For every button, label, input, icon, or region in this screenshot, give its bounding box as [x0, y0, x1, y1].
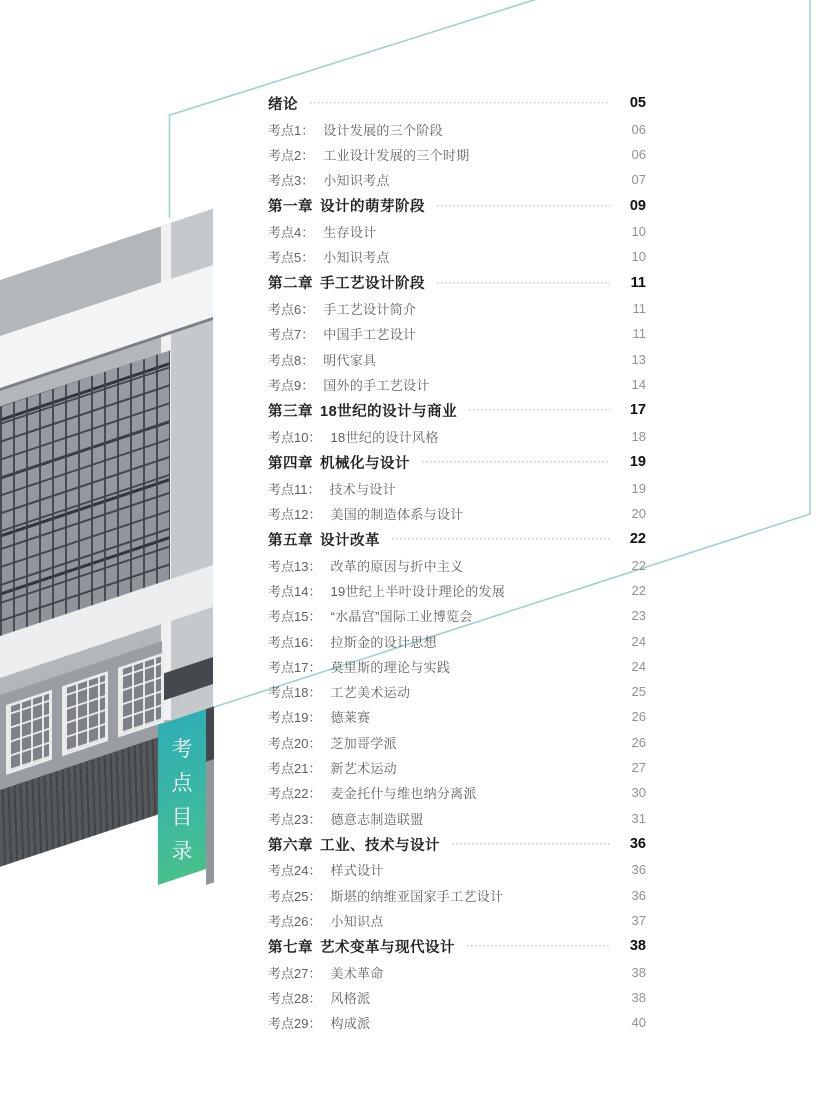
toc-entry-title: 美术革命 — [330, 965, 384, 981]
toc-entry-num: 考点12： — [268, 506, 322, 522]
toc-item-row — [268, 1010, 646, 1035]
toc-entry-title: 样式设计 — [330, 863, 384, 879]
toc-item-row — [268, 755, 646, 780]
toc-entry-num: 考点28： — [268, 991, 322, 1007]
toc-page-number: 31 — [631, 810, 646, 826]
toc-entry-title: 设计的萌芽阶段 — [320, 199, 425, 216]
toc-item-row — [268, 117, 646, 142]
toc-chapter-row — [268, 192, 646, 219]
toc-entry-title: 18世纪的设计风格 — [330, 429, 439, 445]
toc-dotted-leader — [437, 205, 610, 207]
toc-entry-title: 斯堪的纳维亚国家手工艺设计 — [330, 888, 504, 904]
toc-entry-num: 第七章 — [268, 939, 313, 956]
toc-entry-title: 工业、技术与设计 — [320, 837, 440, 854]
toc-dotted-leader — [392, 538, 610, 540]
toc-item-row — [268, 219, 646, 244]
toc-entry-num: 考点5： — [268, 250, 315, 266]
toc-entry-num: 考点16： — [268, 634, 322, 650]
toc-entry-title: 美国的制造体系与设计 — [330, 506, 464, 522]
toc-entry-title: 中国手工艺设计 — [323, 327, 417, 343]
toc-dotted-leader — [452, 843, 610, 845]
toc-page-number: 24 — [631, 658, 646, 674]
toc-dotted-leader — [422, 461, 610, 463]
toc-entry-num: 考点22： — [268, 786, 322, 802]
toc-page-number: 24 — [631, 633, 646, 649]
toc-entry-num: 考点26： — [268, 914, 322, 930]
toc-entry-title: 新艺术运动 — [330, 761, 397, 777]
photo-window — [62, 671, 108, 756]
toc-item-row — [268, 372, 646, 397]
toc-item-row — [268, 424, 646, 449]
toc-entry-title: 芝加哥学派 — [330, 735, 397, 751]
toc-entry-num: 第六章 — [268, 837, 313, 854]
toc-entry-title: 改革的原因与折中主义 — [330, 558, 464, 574]
toc-item-row — [268, 296, 646, 321]
toc-item-row — [268, 501, 646, 526]
toc-title-vertical-text — [158, 725, 206, 885]
toc-dotted-leader — [469, 409, 610, 411]
toc-entry-num: 考点29： — [268, 1016, 322, 1032]
toc-entry-title: 小知识考点 — [323, 173, 390, 189]
toc-page-number: 23 — [631, 608, 646, 624]
toc-entry-title: 设计改革 — [320, 532, 380, 549]
toc-page-number: 38 — [629, 938, 646, 955]
toc-chapter-row — [268, 397, 646, 424]
toc-entry-num: 第二章 — [268, 276, 313, 293]
toc-item-row — [268, 553, 646, 578]
toc-dotted-leader — [310, 102, 610, 104]
toc-entry-title: 德莱赛 — [330, 710, 371, 726]
toc-page-number: 18 — [631, 428, 646, 444]
toc-dotted-leader — [437, 282, 610, 284]
toc-entry-title: “水晶宫”国际工业博览会 — [330, 609, 473, 625]
toc-item-row — [268, 679, 646, 704]
toc-entry-title: 机械化与设计 — [320, 455, 410, 472]
toc-entry-num: 考点14： — [268, 584, 322, 599]
toc-page-number: 30 — [631, 785, 646, 801]
toc-entry-num: 考点17： — [268, 659, 322, 675]
toc-page-number: 10 — [631, 224, 646, 240]
toc-page-number: 06 — [631, 121, 646, 137]
ribbon-char: 目 — [171, 806, 193, 829]
toc-entry-title: 手工艺设计阶段 — [320, 276, 425, 293]
toc-page-number: 36 — [629, 836, 646, 853]
toc-page-number: 17 — [629, 402, 646, 419]
toc-entry-num: 第一章 — [268, 199, 313, 216]
toc-entry-num: 考点6： — [268, 302, 315, 318]
toc-entry-num: 考点27： — [268, 965, 322, 981]
toc-chapter-row — [268, 449, 646, 476]
toc-entry-num: 第五章 — [268, 532, 313, 549]
toc-page-number: 38 — [631, 990, 646, 1006]
toc-page-number: 25 — [631, 684, 646, 700]
toc-entry-title: 莫里斯的理论与实践 — [330, 659, 451, 675]
toc-entry-num: 考点24： — [268, 863, 322, 879]
toc-list — [268, 90, 646, 1036]
toc-page-number: 09 — [629, 197, 646, 214]
toc-page-number: 11 — [630, 274, 646, 291]
toc-entry-num: 第四章 — [268, 455, 313, 472]
toc-page-number: 37 — [631, 913, 646, 929]
toc-page-number: 07 — [631, 172, 646, 188]
toc-entry-num: 考点23： — [268, 811, 322, 827]
toc-page-number: 36 — [631, 862, 646, 878]
toc-page-number: 26 — [631, 734, 646, 750]
ribbon-back-strip — [206, 706, 214, 885]
toc-page-number: 22 — [631, 557, 646, 573]
toc-entry-title: 小知识考点 — [323, 250, 390, 266]
toc-entry-num: 考点25： — [268, 888, 322, 904]
toc-page-number: 40 — [631, 1015, 646, 1031]
toc-page-number: 20 — [631, 505, 646, 521]
toc-entry-num: 考点15： — [268, 609, 322, 625]
toc-entry-num: 考点9： — [268, 378, 315, 394]
toc-entry-title: 工艺美术运动 — [330, 685, 411, 701]
toc-entry-title: 设计发展的三个阶段 — [323, 122, 443, 138]
toc-entry-num: 第三章 — [268, 403, 313, 420]
toc-page-number: 27 — [631, 760, 646, 776]
toc-chapter-row — [268, 269, 646, 296]
toc-item-row — [268, 857, 646, 882]
toc-item-row — [268, 603, 646, 628]
toc-entry-num: 考点13： — [268, 558, 322, 574]
toc-entry-title: 19世纪上半叶设计理论的发展 — [330, 584, 506, 599]
toc-page-number: 22 — [629, 531, 646, 548]
toc-page-number: 14 — [631, 377, 646, 393]
toc-item-row — [268, 578, 646, 603]
toc-page-number: 13 — [631, 351, 646, 367]
toc-item-row — [268, 806, 646, 831]
toc-page-number: 26 — [631, 709, 646, 725]
toc-entry-title: 构成派 — [330, 1016, 371, 1032]
toc-entry-title: 18世纪的设计与商业 — [320, 403, 458, 420]
toc-item-row — [268, 730, 646, 755]
toc-entry-title: 风格派 — [330, 991, 371, 1007]
photo-window — [6, 690, 52, 775]
toc-item-row — [268, 475, 646, 500]
toc-entry-num: 考点1： — [268, 122, 315, 138]
toc-item-row — [268, 167, 646, 192]
toc-page-number: 11 — [632, 326, 646, 342]
toc-entry-num: 考点8： — [268, 352, 315, 368]
ribbon-char: 考 — [171, 738, 193, 761]
toc-item-row — [268, 883, 646, 908]
toc-entry-num: 考点11： — [268, 481, 321, 497]
toc-entry-num: 考点18： — [268, 685, 322, 701]
toc-entry-num: 考点19： — [268, 710, 322, 726]
toc-page-number: 06 — [631, 146, 646, 162]
toc-entry-num: 考点2： — [268, 147, 315, 163]
toc-entry-num: 考点20： — [268, 735, 322, 751]
toc-item-row — [268, 780, 646, 805]
toc-title-ribbon — [158, 709, 206, 885]
ribbon-char: 录 — [171, 840, 193, 863]
toc-item-row — [268, 244, 646, 269]
toc-chapter-row — [268, 526, 646, 553]
toc-item-row — [268, 142, 646, 167]
toc-chapter-row — [268, 831, 646, 858]
toc-entry-title: 国外的手工艺设计 — [323, 378, 430, 394]
toc-item-row — [268, 960, 646, 985]
toc-entry-num: 考点7： — [268, 327, 315, 343]
toc-chapter-row — [268, 933, 646, 960]
toc-entry-title: 小知识点 — [330, 914, 384, 930]
toc-entry-num: 考点4： — [268, 225, 315, 241]
toc-entry-num: 考点10： — [268, 429, 322, 445]
toc-entry-title: 工业设计发展的三个时期 — [323, 147, 470, 163]
toc-item-row — [268, 628, 646, 653]
ribbon-char: 点 — [171, 772, 193, 795]
toc-page-number: 38 — [631, 964, 646, 980]
toc-entry-num: 考点21： — [268, 761, 322, 777]
toc-item-row — [268, 704, 646, 729]
toc-item-row — [268, 347, 646, 372]
toc-item-row — [268, 321, 646, 346]
toc-item-row — [268, 985, 646, 1010]
toc-entry-title: 明代家具 — [323, 352, 377, 368]
toc-item-row — [268, 654, 646, 679]
toc-entry-title: 艺术变革与现代设计 — [320, 939, 455, 956]
toc-entry-title: 生存设计 — [323, 225, 377, 241]
toc-entry-num: 考点3： — [268, 173, 315, 189]
toc-page-number: 22 — [631, 583, 646, 598]
toc-entry-title: 技术与设计 — [329, 481, 397, 497]
toc-page-number: 19 — [631, 480, 646, 496]
toc-page-number: 36 — [631, 887, 646, 903]
toc-item-row — [268, 908, 646, 933]
toc-page-number: 11 — [632, 301, 646, 317]
toc-entry-title: 拉斯金的设计思想 — [330, 634, 437, 650]
toc-page-number: 05 — [629, 95, 646, 112]
toc-entry-title: 麦金托什与维也纳分离派 — [330, 786, 477, 802]
toc-entry-title: 手工艺设计简介 — [323, 302, 417, 318]
toc-entry-title: 德意志制造联盟 — [330, 811, 424, 827]
toc-page-number: 19 — [629, 454, 646, 471]
toc-chapter-row — [268, 90, 646, 117]
toc-dotted-leader — [467, 945, 610, 947]
toc-page-number: 10 — [631, 249, 646, 265]
toc-entry-num: 绪论 — [268, 96, 298, 113]
